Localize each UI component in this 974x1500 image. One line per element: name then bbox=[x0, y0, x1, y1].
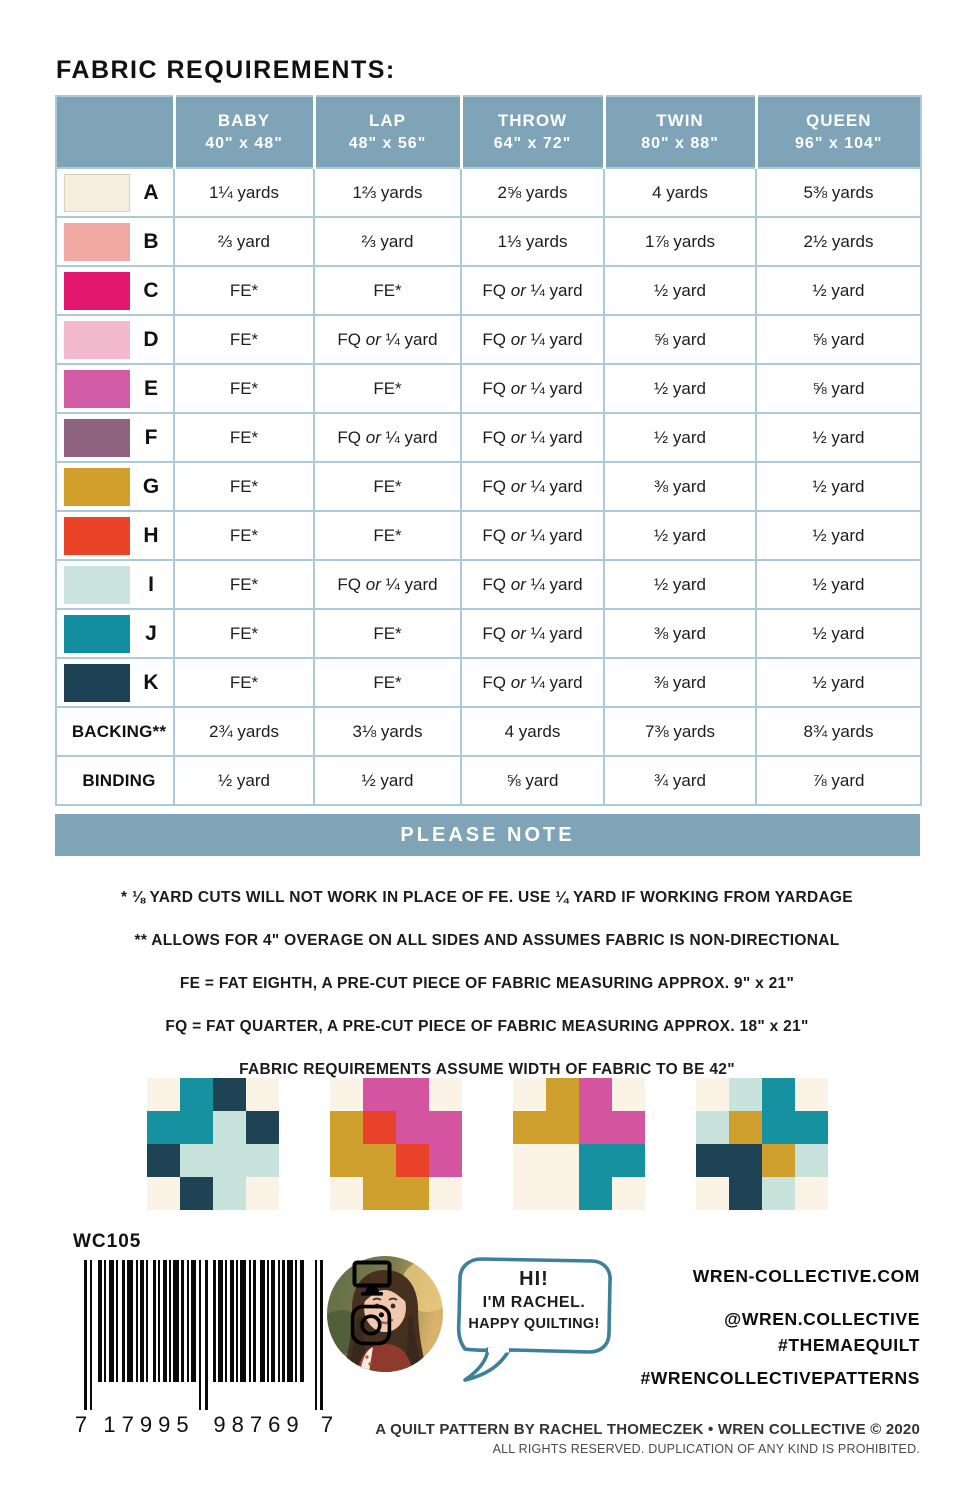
row-label: BACKING** bbox=[71, 721, 167, 741]
row-label-cell bbox=[56, 609, 174, 658]
quilt-cell-mint bbox=[696, 1111, 729, 1144]
bubble-line-3: HAPPY QUILTING! bbox=[468, 1316, 600, 1332]
yardage-cell: FQ or ¼ yard bbox=[461, 511, 604, 560]
yardage-cell: FQ or ¼ yard bbox=[461, 315, 604, 364]
yardage-cell: 2¾ yards bbox=[174, 707, 314, 756]
yardage-cell: FE* bbox=[174, 658, 314, 707]
barcode-digit: 7 bbox=[74, 1412, 88, 1437]
fabric-letter: F bbox=[144, 425, 158, 449]
table-row-g bbox=[56, 462, 921, 511]
quilt-block-illustrations bbox=[0, 1078, 974, 1210]
yardage-cell: 1⅔ yards bbox=[314, 168, 461, 217]
yardage-cell: ½ yard bbox=[604, 560, 756, 609]
quilt-cell-pink bbox=[612, 1111, 645, 1144]
yardage-cell: ½ yard bbox=[314, 756, 461, 805]
barcode-digit: 7 bbox=[320, 1412, 334, 1437]
note-line-1: * ⅛ YARD CUTS WILL NOT WORK IN PLACE OF FE. USE ¼ YARD IF WORKING FROM YARDAGE bbox=[121, 889, 853, 906]
fabric-letter: E bbox=[143, 376, 158, 400]
table-row-b bbox=[56, 217, 921, 266]
yardage-cell: FQ or ¼ yard bbox=[314, 560, 461, 609]
fabric-swatch-e bbox=[64, 370, 130, 408]
yardage-cell: ½ yard bbox=[604, 364, 756, 413]
quilt-cell-cream bbox=[513, 1078, 546, 1111]
fabric-swatch-k bbox=[64, 664, 130, 702]
quilt-cell-mint bbox=[762, 1177, 795, 1210]
yardage-cell: 5⅜ yards bbox=[756, 168, 921, 217]
yardage-cell: ⅝ yard bbox=[756, 315, 921, 364]
quilt-cell-cream bbox=[795, 1078, 828, 1111]
quilt-cell-cream bbox=[795, 1177, 828, 1210]
monitor-icon bbox=[352, 1260, 392, 1301]
row-label-cell bbox=[56, 658, 174, 707]
quilt-cell-gold bbox=[513, 1111, 546, 1144]
yardage-cell: FQ or ¼ yard bbox=[461, 413, 604, 462]
quilt-cell-gold bbox=[330, 1111, 363, 1144]
barcode-digits bbox=[68, 1412, 340, 1438]
note-line-4: FQ = FAT QUARTER, A PRE-CUT PIECE OF FABRIC MEASURING APPROX. 18" x 21" bbox=[165, 1018, 809, 1035]
yardage-cell: FQ or ¼ yard bbox=[314, 315, 461, 364]
quilt-cell-gold bbox=[546, 1111, 579, 1144]
fabric-letter: H bbox=[143, 523, 159, 547]
yardage-cell: FQ or ¼ yard bbox=[461, 462, 604, 511]
table-row-e bbox=[56, 364, 921, 413]
row-label-cell bbox=[56, 707, 174, 756]
quilt-cell-cream bbox=[330, 1078, 363, 1111]
credit-block bbox=[375, 1421, 920, 1456]
instagram-icon bbox=[350, 1304, 392, 1351]
quilt-cell-pink bbox=[363, 1078, 396, 1111]
yardage-cell: FE* bbox=[314, 609, 461, 658]
fabric-swatch-b bbox=[64, 223, 130, 261]
yardage-cell: 4 yards bbox=[461, 707, 604, 756]
quilt-cell-teal bbox=[612, 1144, 645, 1177]
yardage-cell: 1⅞ yards bbox=[604, 217, 756, 266]
yardage-cell: ½ yard bbox=[756, 609, 921, 658]
fabric-swatch-j bbox=[64, 615, 130, 653]
quilt-cell-gold bbox=[762, 1144, 795, 1177]
quilt-cell-navy bbox=[213, 1078, 246, 1111]
page-title: FABRIC REQUIREMENTS: bbox=[56, 56, 396, 84]
note-line-5: FABRIC REQUIREMENTS ASSUME WIDTH OF FABRIC TO BE 42" bbox=[239, 1061, 735, 1078]
yardage-cell: 3⅛ yards bbox=[314, 707, 461, 756]
yardage-cell: FE* bbox=[314, 364, 461, 413]
yardage-cell: 7⅜ yards bbox=[604, 707, 756, 756]
yardage-cell: FE* bbox=[174, 266, 314, 315]
quilt-cell-cream bbox=[696, 1078, 729, 1111]
quilt-cell-mint bbox=[795, 1144, 828, 1177]
quilt-block-3 bbox=[513, 1078, 645, 1210]
quilt-cell-cream bbox=[612, 1177, 645, 1210]
quilt-cell-gold bbox=[729, 1111, 762, 1144]
yardage-cell: ½ yard bbox=[174, 756, 314, 805]
fabric-letter: A bbox=[143, 180, 159, 204]
quilt-block-2 bbox=[330, 1078, 462, 1210]
column-header-throw: THROW 64" x 72" bbox=[461, 96, 604, 168]
bubble-line-1: HI! bbox=[519, 1268, 549, 1290]
yardage-cell: ⅞ yard bbox=[756, 756, 921, 805]
quilt-cell-navy bbox=[147, 1144, 180, 1177]
table-body bbox=[56, 168, 921, 805]
quilt-cell-gold bbox=[363, 1144, 396, 1177]
fabric-swatch-a bbox=[64, 174, 130, 212]
quilt-cell-cream bbox=[147, 1177, 180, 1210]
fabric-swatch-g bbox=[64, 468, 130, 506]
quilt-cell-teal bbox=[762, 1111, 795, 1144]
yardage-cell: FQ or ¼ yard bbox=[314, 413, 461, 462]
yardage-cell: 1¼ yards bbox=[174, 168, 314, 217]
quilt-cell-mint bbox=[246, 1144, 279, 1177]
quilt-cell-pink bbox=[396, 1078, 429, 1111]
yardage-cell: ½ yard bbox=[756, 266, 921, 315]
quilt-cell-cream bbox=[546, 1177, 579, 1210]
barcode bbox=[68, 1260, 334, 1446]
quilt-cell-red bbox=[396, 1144, 429, 1177]
yardage-cell: 8¾ yards bbox=[756, 707, 921, 756]
fabric-swatch-h bbox=[64, 517, 130, 555]
yardage-cell: FE* bbox=[314, 658, 461, 707]
contact-block bbox=[640, 1258, 920, 1392]
quilt-cell-teal bbox=[180, 1111, 213, 1144]
yardage-cell: 4 yards bbox=[604, 168, 756, 217]
yardage-cell: ½ yard bbox=[756, 560, 921, 609]
yardage-cell: ⅔ yard bbox=[314, 217, 461, 266]
barcode-digit-group: 98769 bbox=[213, 1412, 305, 1437]
quilt-cell-cream bbox=[246, 1078, 279, 1111]
rights-line: ALL RIGHTS RESERVED. DUPLICATION OF ANY KIND IS PROHIBITED. bbox=[492, 1442, 920, 1456]
yardage-cell: ½ yard bbox=[604, 511, 756, 560]
column-header-queen: QUEEN 96" x 104" bbox=[756, 96, 921, 168]
quilt-block-1 bbox=[147, 1078, 279, 1210]
fabric-swatch-f bbox=[64, 419, 130, 457]
yardage-cell: ⅝ yard bbox=[756, 364, 921, 413]
quilt-cell-cream bbox=[513, 1144, 546, 1177]
table-row-f bbox=[56, 413, 921, 462]
quilt-cell-mint bbox=[213, 1144, 246, 1177]
row-label-cell bbox=[56, 413, 174, 462]
row-label-cell bbox=[56, 168, 174, 217]
yardage-cell: FQ or ¼ yard bbox=[461, 609, 604, 658]
speech-bubble bbox=[451, 1253, 621, 1385]
yardage-cell: FE* bbox=[174, 609, 314, 658]
quilt-cell-mint bbox=[213, 1111, 246, 1144]
yardage-cell: ⅜ yard bbox=[604, 658, 756, 707]
table-header bbox=[56, 96, 921, 168]
column-header-lap: LAP 48" x 56" bbox=[314, 96, 461, 168]
fabric-letter: I bbox=[148, 572, 154, 596]
fabric-letter: B bbox=[143, 229, 159, 253]
table-row-d bbox=[56, 315, 921, 364]
yardage-cell: FE* bbox=[174, 315, 314, 364]
quilt-cell-teal bbox=[180, 1078, 213, 1111]
row-label-cell bbox=[56, 560, 174, 609]
yardage-cell: FE* bbox=[174, 413, 314, 462]
yardage-cell: ⅝ yard bbox=[461, 756, 604, 805]
quilt-cell-red bbox=[363, 1111, 396, 1144]
header-row bbox=[56, 96, 921, 168]
header-empty-cell bbox=[56, 96, 174, 168]
fabric-swatch-i bbox=[64, 566, 130, 604]
quilt-cell-teal bbox=[579, 1177, 612, 1210]
hashtag-wren-collective-patterns[interactable]: #WRENCOLLECTIVEPATTERNS bbox=[640, 1368, 920, 1388]
bubble-line-2: I'M RACHEL. bbox=[482, 1294, 586, 1311]
quilt-cell-mint bbox=[213, 1177, 246, 1210]
yardage-cell: FQ or ¼ yard bbox=[461, 266, 604, 315]
row-label-cell bbox=[56, 315, 174, 364]
fabric-letter: C bbox=[143, 278, 159, 302]
yardage-cell: FQ or ¼ yard bbox=[461, 658, 604, 707]
yardage-cell: ½ yard bbox=[756, 462, 921, 511]
fabric-letter: J bbox=[145, 621, 157, 645]
quilt-cell-pink bbox=[579, 1111, 612, 1144]
yardage-cell: 2½ yards bbox=[756, 217, 921, 266]
yardage-cell: ⅜ yard bbox=[604, 609, 756, 658]
note-line-3: FE = FAT EIGHTH, A PRE-CUT PIECE OF FABRIC MEASURING APPROX. 9" x 21" bbox=[179, 975, 795, 992]
yardage-cell: 2⅝ yards bbox=[461, 168, 604, 217]
quilt-cell-gold bbox=[363, 1177, 396, 1210]
quilt-cell-cream bbox=[147, 1078, 180, 1111]
fabric-letter: D bbox=[143, 327, 159, 351]
barcode-digit-group: 17995 bbox=[103, 1412, 195, 1437]
yardage-cell: ½ yard bbox=[756, 413, 921, 462]
quilt-cell-teal bbox=[762, 1078, 795, 1111]
row-label-cell bbox=[56, 266, 174, 315]
quilt-cell-gold bbox=[396, 1177, 429, 1210]
yardage-cell: FE* bbox=[174, 511, 314, 560]
quilt-cell-gold bbox=[546, 1078, 579, 1111]
yardage-cell: ½ yard bbox=[756, 511, 921, 560]
quilt-cell-navy bbox=[729, 1177, 762, 1210]
yardage-cell: FE* bbox=[314, 462, 461, 511]
fabric-letter: G bbox=[142, 474, 160, 498]
fabric-letter: K bbox=[143, 670, 159, 694]
quilt-cell-teal bbox=[147, 1111, 180, 1144]
notes-section bbox=[0, 876, 974, 1091]
yardage-cell: FE* bbox=[174, 462, 314, 511]
yardage-cell: ½ yard bbox=[604, 266, 756, 315]
column-header-twin: TWIN 80" x 88" bbox=[604, 96, 756, 168]
yardage-cell: FE* bbox=[314, 511, 461, 560]
table-row-j bbox=[56, 609, 921, 658]
yardage-cell: ½ yard bbox=[604, 413, 756, 462]
quilt-cell-teal bbox=[579, 1144, 612, 1177]
quilt-cell-pink bbox=[429, 1111, 462, 1144]
table-row-h bbox=[56, 511, 921, 560]
row-label-cell bbox=[56, 511, 174, 560]
instagram-handle[interactable]: @WREN.COLLECTIVE bbox=[724, 1309, 920, 1329]
quilt-cell-cream bbox=[546, 1144, 579, 1177]
quilt-cell-cream bbox=[429, 1078, 462, 1111]
quilt-cell-teal bbox=[795, 1111, 828, 1144]
fabric-swatch-d bbox=[64, 321, 130, 359]
table-row-c bbox=[56, 266, 921, 315]
quilt-cell-pink bbox=[579, 1078, 612, 1111]
yardage-cell: FE* bbox=[314, 266, 461, 315]
yardage-cell: ½ yard bbox=[756, 658, 921, 707]
yardage-cell: ⅔ yard bbox=[174, 217, 314, 266]
barcode-bars bbox=[84, 1260, 324, 1410]
table-row-backing bbox=[56, 707, 921, 756]
please-note-banner: PLEASE NOTE bbox=[55, 814, 920, 856]
hashtag-mae-quilt[interactable]: #THEMAEQUILT bbox=[777, 1335, 920, 1355]
quilt-cell-mint bbox=[729, 1078, 762, 1111]
yardage-cell: ⅜ yard bbox=[604, 462, 756, 511]
fabric-swatch-c bbox=[64, 272, 130, 310]
column-header-baby: BABY 40" x 48" bbox=[174, 96, 314, 168]
quilt-cell-cream bbox=[513, 1177, 546, 1210]
row-label-cell bbox=[56, 462, 174, 511]
table-row-i bbox=[56, 560, 921, 609]
quilt-cell-navy bbox=[246, 1111, 279, 1144]
row-label: BINDING bbox=[82, 770, 156, 790]
table-row-binding bbox=[56, 756, 921, 805]
table-row-a bbox=[56, 168, 921, 217]
yardage-cell: ⅝ yard bbox=[604, 315, 756, 364]
pattern-sku: WC105 bbox=[73, 1231, 142, 1252]
quilt-block-4 bbox=[696, 1078, 828, 1210]
website-link[interactable]: WREN-COLLECTIVE.COM bbox=[692, 1266, 920, 1286]
note-line-2: ** ALLOWS FOR 4" OVERAGE ON ALL SIDES AND ASSUMES FABRIC IS NON-DIRECTIONAL bbox=[134, 932, 840, 949]
yardage-cell: 1⅓ yards bbox=[461, 217, 604, 266]
quilt-cell-cream bbox=[612, 1078, 645, 1111]
fabric-requirements-table bbox=[55, 95, 922, 806]
yardage-cell: ¾ yard bbox=[604, 756, 756, 805]
quilt-cell-navy bbox=[696, 1144, 729, 1177]
quilt-cell-cream bbox=[330, 1177, 363, 1210]
table-row-k bbox=[56, 658, 921, 707]
yardage-cell: FQ or ¼ yard bbox=[461, 560, 604, 609]
credit-line: A QUILT PATTERN BY RACHEL THOMECZEK • WREN COLLECTIVE © 2020 bbox=[375, 1421, 920, 1438]
quilt-cell-navy bbox=[729, 1144, 762, 1177]
quilt-cell-pink bbox=[396, 1111, 429, 1144]
quilt-cell-gold bbox=[330, 1144, 363, 1177]
yardage-cell: FE* bbox=[174, 560, 314, 609]
quilt-cell-cream bbox=[696, 1177, 729, 1210]
quilt-cell-navy bbox=[180, 1177, 213, 1210]
row-label-cell bbox=[56, 217, 174, 266]
quilt-cell-cream bbox=[246, 1177, 279, 1210]
quilt-cell-cream bbox=[429, 1177, 462, 1210]
quilt-cell-pink bbox=[429, 1144, 462, 1177]
yardage-cell: FQ or ¼ yard bbox=[461, 364, 604, 413]
row-label-cell bbox=[56, 756, 174, 805]
yardage-cell: FE* bbox=[174, 364, 314, 413]
row-label-cell bbox=[56, 364, 174, 413]
quilt-cell-mint bbox=[180, 1144, 213, 1177]
